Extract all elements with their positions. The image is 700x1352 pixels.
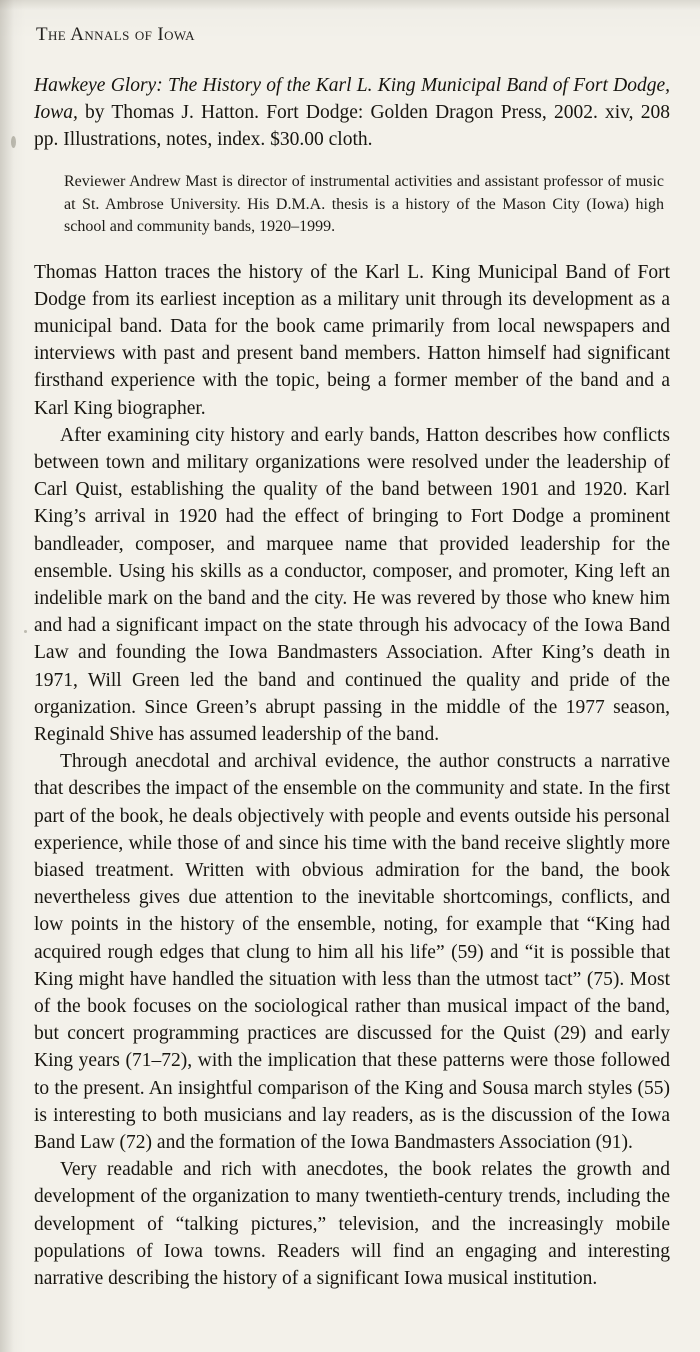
body-paragraph-1: Thomas Hatton traces the history of the Karl L. King Municipal Band of Fort Dodge from its earliest inception as a military unit through its development as a municipal band. Data for the book came primarily from local newspapers and interviews with past and present band members. Hatton himself had significant firsthand experience with the topic, being a former member of the band and a Karl King biographer. [34, 261, 670, 419]
scan-artifact-speck [24, 630, 27, 633]
scan-artifact-speck [11, 136, 16, 148]
reviewer-note: Reviewer Andrew Mast is director of instrumental activities and assistant professor of music at St. Ambrose University. His D.M.A. thesis is a history of the Mason City (Iowa) high school and community bands, 1920–1999. [64, 173, 664, 235]
body-paragraph-4: Very readable and rich with anecdotes, the book relates the growth and development of the organization to many twentieth-century trends, including the development of “talking pictures,” television, and the increasingly mobile populations of Iowa towns. Readers will find an engaging and interesting narrative describing the history of a significant Iowa musical institution. [34, 1159, 670, 1290]
scan-edge-shadow-top [0, 0, 700, 10]
body-paragraph-2: After examining city history and early bands, Hatton describes how conflicts between town and military organizations were resolved under the leadership of Carl Quist, establishing the quality of the band between 1901 and 1920. Karl King’s arrival in 1920 had the effect of bringing to Fort Dodge a prominent bandleader, composer, and marquee name that provided leadership for the ensemble. Using his skills as a conductor, composer, and promoter, King left an indelible mark on the band and the city. He was revered by those who knew him and had a significant impact on the state through his advocacy of the Iowa Band Law and founding the Iowa Bandmasters Association. After King’s death in 1971, Will Green led the band and continued the quality and pride of the organization. Since Green’s abrupt passing in the middle of the 1977 season, Reginald Shive has assumed leadership of the band. [34, 424, 670, 745]
body-paragraph-3: Through anecdotal and archival evidence, the author constructs a narrative that describes the impact of the ensemble on the community and state. In the first part of the book, he deals objectively with people and events outside his personal experience, while those of and since his time with the band receive slightly more biased treatment. Written with obvious admiration for the band, the book nevertheless gives due attention to the inevitable shortcomings, conflicts, and low points in the history of the ensemble, noting, for example that “King had acquired rough edges that clung to him all his life” (59) and “it is possible that King might have handled the situation with less than the utmost tact” (75). Most of the book focuses on the sociological rather than musical impact of the band, but concert programming practices are discussed for the Quist (29) and early King years (71–72), with the implication that these patterns were those followed to the present. An insightful comparison of the King and Sousa march styles (55) is interesting to both musicians and lay readers, as is the discussion of the Iowa Band Law (72) and the formation of the Iowa Bandmasters Association (91). [34, 751, 670, 1153]
book-title: Hawkeye Glory: The History of the Karl L. King Municipal Band of Fort Dodge, Iowa, [34, 75, 670, 123]
book-citation [34, 72, 670, 153]
book-citation-details: by Thomas J. Hatton. Fort Dodge: Golden Dragon Press, 2002. xiv, 208 pp. Illustrations, notes, index. $30.00 cloth. [34, 102, 670, 150]
running-head: The Annals of Iowa [36, 24, 195, 45]
scan-edge-shadow-left [0, 0, 14, 1352]
